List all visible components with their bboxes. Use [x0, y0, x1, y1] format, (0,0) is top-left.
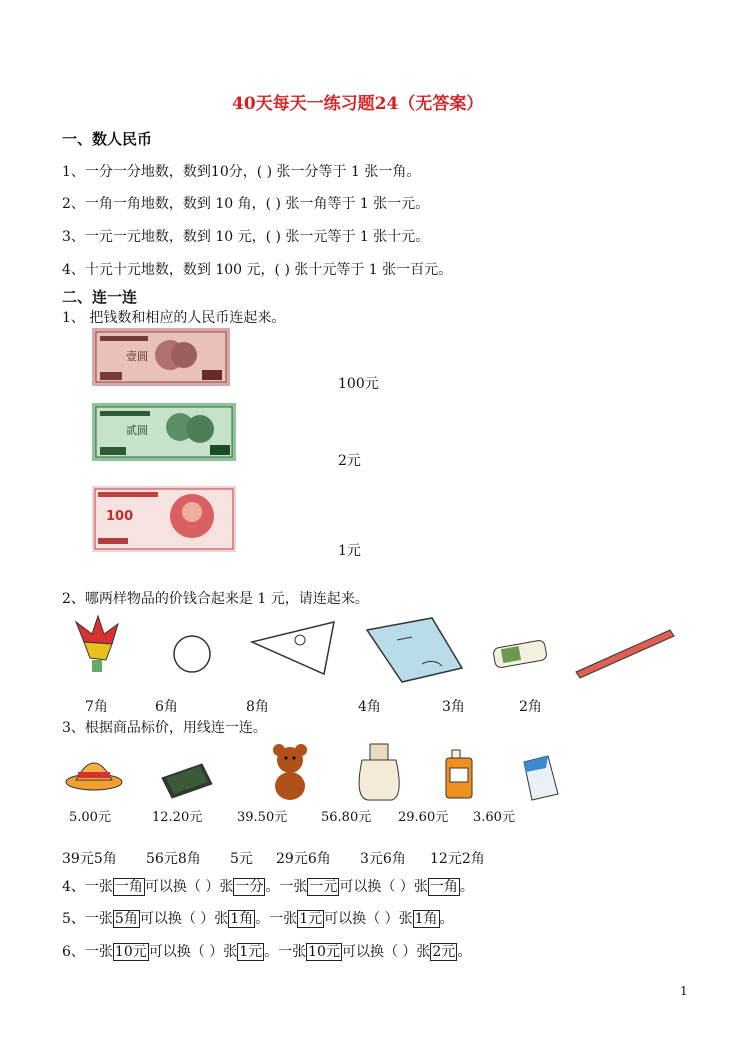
question-line: 1、一分一分地数，数到10分，( ) 张一分等于 1 张一角。 — [62, 164, 421, 180]
answer-option: 3元6角 — [360, 851, 406, 867]
question-line: 3、根据商品标价，用线连一连。 — [62, 720, 267, 736]
items-row — [62, 612, 702, 694]
banknote-100-yuan — [92, 486, 236, 552]
answer-option: 39元5角 — [62, 851, 117, 867]
boxed-unit: 一分 — [235, 879, 264, 895]
goods-price: 39.50元 — [237, 810, 288, 825]
goods-price: 12.20元 — [152, 810, 203, 825]
goods-price: 29.60元 — [398, 810, 449, 825]
boxed-unit: 一角 — [114, 879, 143, 895]
item-price: 8角 — [246, 699, 269, 715]
page-number: 1 — [680, 984, 688, 998]
banknote-label: 贰圆 — [126, 424, 148, 437]
question-line: 1、 把钱数和相应的人民币连起来。 — [62, 310, 286, 326]
oil-bottle-icon — [446, 750, 472, 798]
amount-label: 1元 — [338, 543, 361, 559]
amount-label: 100元 — [338, 376, 379, 392]
eraser-icon — [493, 640, 548, 669]
boxed-unit: 10元 — [114, 944, 147, 960]
boxed-unit: 1元 — [239, 944, 263, 960]
goods-price: 56.80元 — [321, 810, 372, 825]
ball-icon — [174, 636, 210, 672]
question-line: 6、一张 10元 可以换（ ）张 1元 。一张 10元 可以换（ ）张 2元 。 — [62, 944, 472, 960]
notebook-icon — [367, 618, 462, 682]
boxed-unit: 1角 — [414, 911, 438, 927]
page-title: 40天每天一练习题24（无答案） — [232, 94, 484, 114]
milk-carton-icon — [524, 756, 558, 800]
pencil-icon — [576, 630, 674, 678]
teddy-bear-icon — [273, 744, 307, 800]
goods-row — [62, 738, 582, 804]
answer-option: 56元8角 — [146, 851, 201, 867]
answer-option: 12元2角 — [430, 851, 485, 867]
banknote-2-yuan — [92, 403, 236, 461]
answer-option: 5元 — [230, 851, 253, 867]
amount-label: 2元 — [338, 453, 361, 469]
boxed-unit: 一角 — [429, 879, 458, 895]
chalkboard-icon — [162, 764, 212, 798]
question-line: 2、哪两样物品的价钱合起来是 1 元，请连起来。 — [62, 591, 369, 607]
boxed-unit: 1角 — [230, 911, 254, 927]
answer-option: 29元6角 — [276, 851, 331, 867]
section-heading: 一、数人民币 — [62, 130, 153, 148]
question-line: 3、一元一元地数，数到 10 元，( ) 张一元等于 1 张十元。 — [62, 229, 430, 245]
section-heading: 二、连一连 — [62, 288, 138, 306]
question-line: 4、一张 一角 可以换（ ）张 一分 。一张 一元 可以换（ ）张 一角 。 — [62, 879, 474, 895]
boxed-unit: 1元 — [299, 911, 323, 927]
item-price: 3角 — [442, 699, 465, 715]
boxed-unit: 10元 — [308, 944, 340, 960]
item-price: 2角 — [519, 699, 542, 715]
boxed-unit: 5角 — [114, 911, 138, 927]
boxed-unit: 2元 — [432, 944, 456, 960]
rice-bag-icon — [359, 744, 399, 800]
sun-hat-icon — [66, 763, 122, 790]
banknote-label: 壹圆 — [126, 350, 148, 363]
boxed-unit: 一元 — [309, 879, 338, 895]
banknote-label: 100 — [106, 509, 134, 524]
goods-price: 5.00元 — [69, 810, 111, 825]
jester-hat-icon — [76, 616, 118, 672]
banknote-1-yuan — [92, 328, 230, 386]
question-line: 5、一张 5角 可以换（ ）张 1角 。一张 1元 可以换（ ）张 1角 。 — [62, 911, 454, 927]
triangle-ruler-icon — [252, 622, 334, 674]
item-price: 6角 — [155, 699, 178, 715]
question-line: 4、十元十元地数，数到 100 元，( ) 张十元等于 1 张一百元。 — [62, 262, 453, 278]
item-price: 4角 — [358, 699, 381, 715]
question-line: 2、一角一角地数，数到 10 角，( ) 张一角等于 1 张一元。 — [62, 196, 430, 212]
item-price: 7角 — [85, 699, 108, 715]
goods-price: 3.60元 — [473, 810, 515, 825]
